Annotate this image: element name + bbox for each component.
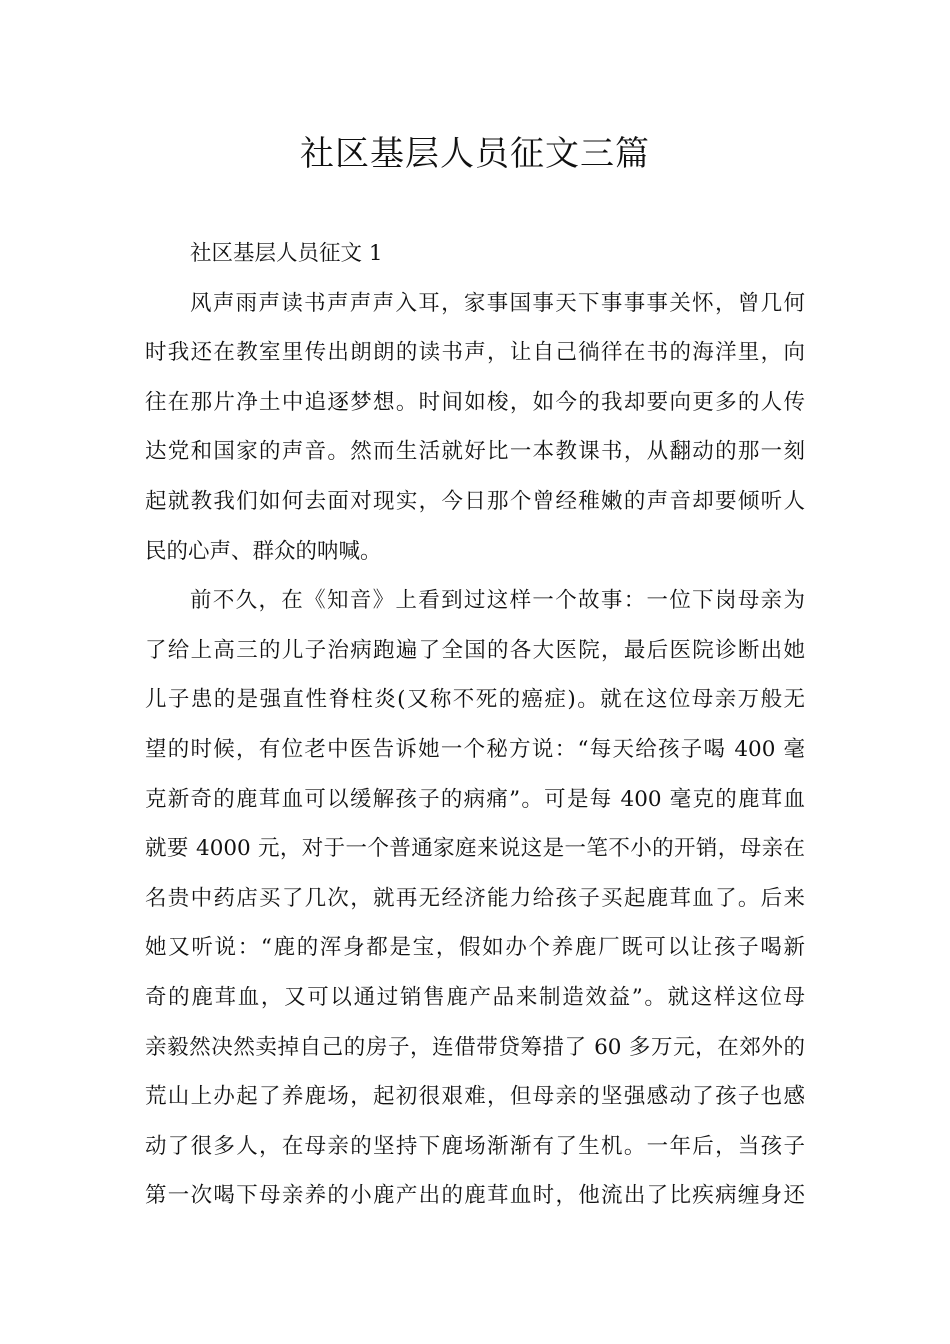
paragraph-line: 奇的鹿茸血，又可以通过销售鹿产品来制造效益”。就这样这位母 [145, 984, 805, 1010]
paragraph-line: 时我还在教室里传出朗朗的读书声，让自己徜徉在书的海洋里，向 [145, 340, 805, 366]
paragraph-line: 名贵中药店买了几次，就再无经济能力给孩子买起鹿茸血了。后来 [145, 885, 805, 911]
paragraph-1 [145, 279, 805, 577]
paragraph-line: 第一次喝下母亲养的小鹿产出的鹿茸血时，他流出了比疾病缠身还 [145, 1183, 805, 1209]
paragraph-line: 荒山上办起了养鹿场，起初很艰难，但母亲的坚强感动了孩子也感 [145, 1084, 805, 1110]
paragraph-2 [145, 576, 805, 1221]
section-heading: 社区基层人员征文 1 [190, 241, 383, 266]
paragraph-line: 起就教我们如何去面对现实，今日那个曾经稚嫩的声音却要倾听人 [145, 488, 805, 514]
paragraph-line: 克新奇的鹿茸血可以缓解孩子的病痛”。可是每 400 毫克的鹿茸血 [145, 786, 805, 812]
paragraph-line: 达党和国家的声音。然而生活就好比一本教课书，从翻动的那一刻 [145, 439, 805, 465]
paragraph-line: 亲毅然决然卖掉自己的房子，连借带贷筹措了 60 多万元，在郊外的 [145, 1034, 805, 1060]
paragraph-line: 就要 4000 元，对于一个普通家庭来说这是一笔不小的开销，母亲在 [145, 836, 805, 862]
paragraph-line: 儿子患的是强直性脊柱炎(又称不死的癌症)。就在这位母亲万般无 [145, 687, 805, 713]
document-body [145, 229, 805, 1221]
paragraph-line: 了给上高三的儿子治病跑遍了全国的各大医院，最后医院诊断出她 [145, 637, 805, 663]
paragraph-line: 动了很多人，在母亲的坚持下鹿场渐渐有了生机。一年后，当孩子 [145, 1133, 805, 1159]
paragraph-line: 望的时候，有位老中医告诉她一个秘方说：“每天给孩子喝 400 毫 [145, 736, 805, 762]
paragraph-line: 民的心声、群众的呐喊。 [145, 538, 382, 564]
paragraph-line: 往在那片净土中追逐梦想。时间如梭，如今的我却要向更多的人传 [145, 389, 805, 415]
paragraph-line: 前不久，在《知音》上看到过这样一个故事：一位下岗母亲为 [190, 588, 805, 614]
document-title: 社区基层人员征文三篇 [300, 134, 650, 174]
paragraph-line: 风声雨声读书声声声入耳，家事国事天下事事事关怀，曾几何 [190, 290, 805, 316]
paragraph-line: 她又听说：“鹿的浑身都是宝，假如办个养鹿厂既可以让孩子喝新 [145, 935, 805, 961]
